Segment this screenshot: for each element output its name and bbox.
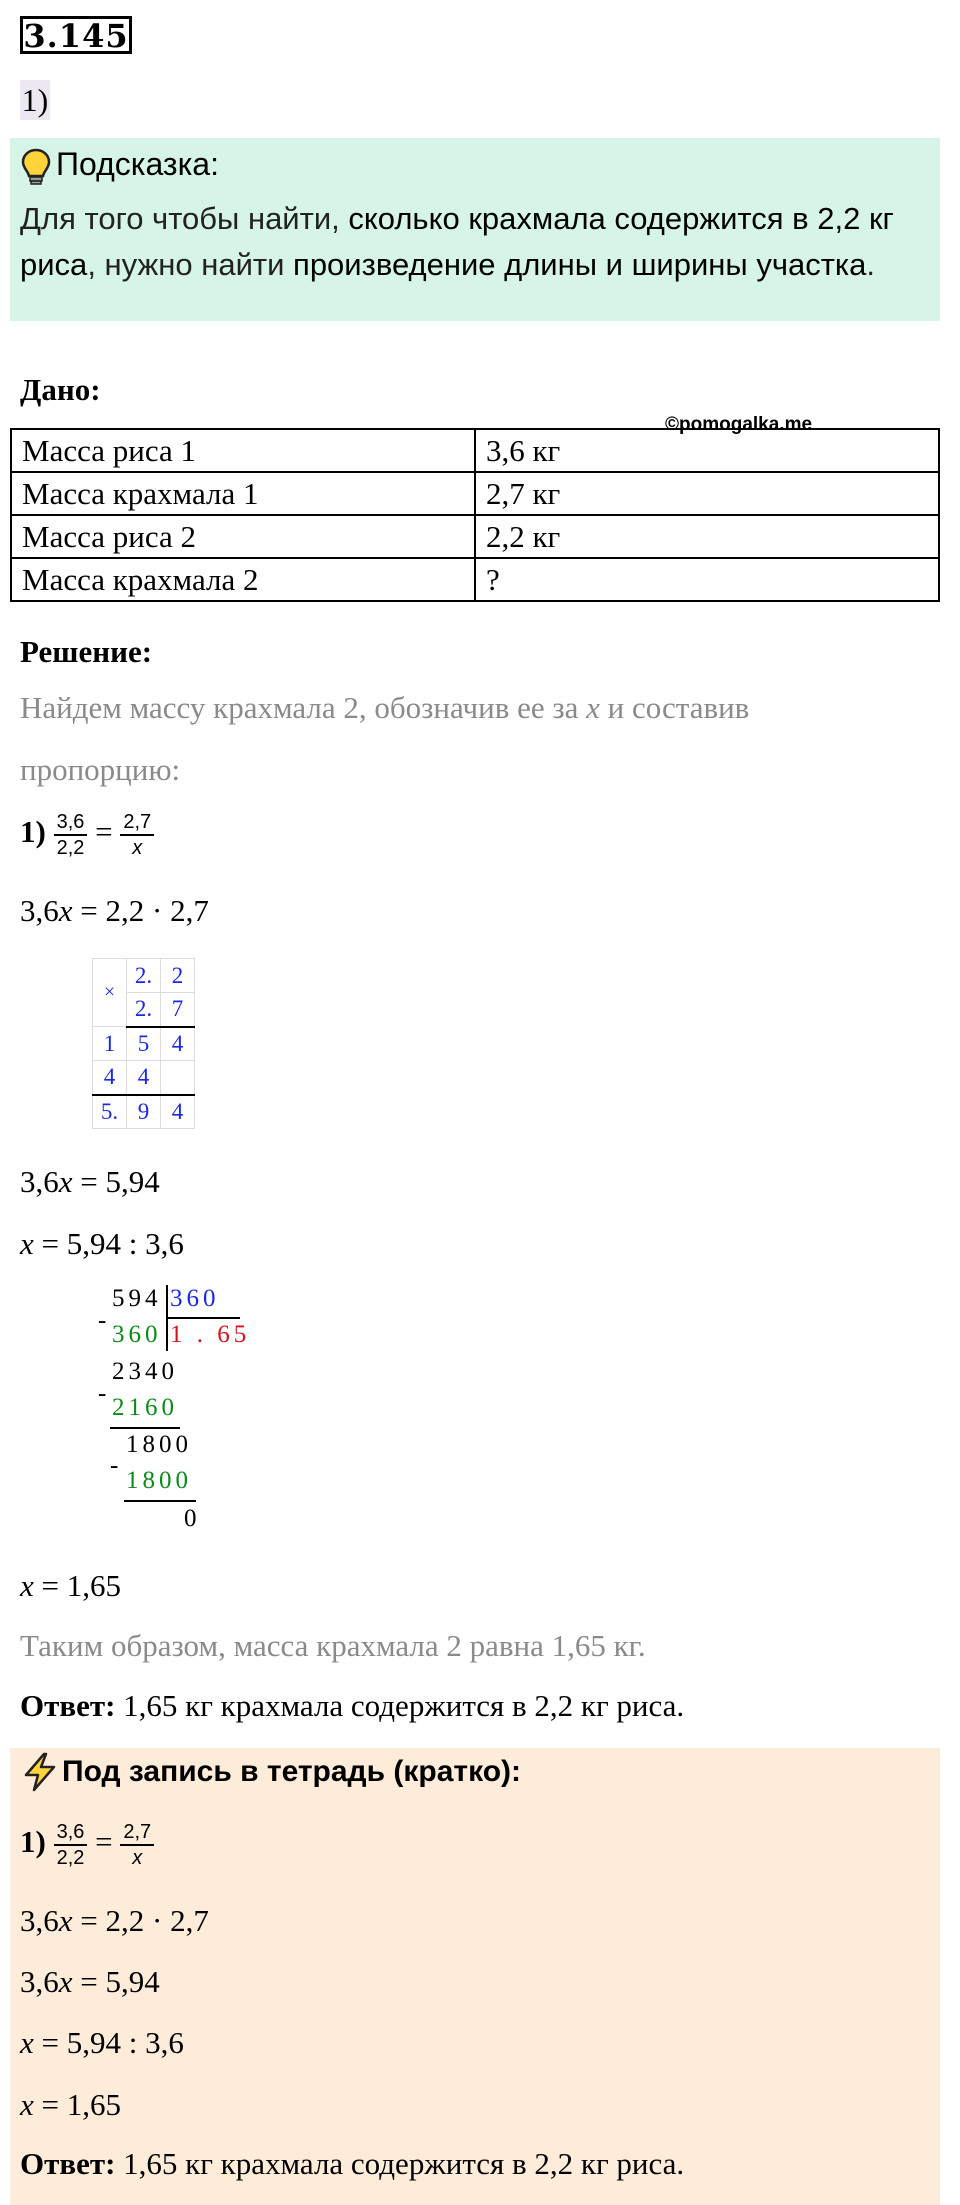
fraction-left [54, 810, 88, 860]
eq-variable: x [58, 1903, 73, 1938]
eq-part: = 2,2 · 2,7 [72, 893, 209, 928]
lightning-icon [22, 1752, 58, 1792]
equals-sign: = [95, 1824, 113, 1860]
solution-intro [20, 690, 749, 726]
division-divisor: 360 [170, 1285, 220, 1312]
mult-digit: 4 [127, 1061, 161, 1095]
eq-part: 3,6 [20, 893, 59, 928]
given-value: 2,7 кг [475, 472, 939, 515]
eq-part: = 5,94 [72, 1964, 160, 1999]
problem-number: 3.145 [20, 16, 132, 54]
solution-title: Решение: [20, 634, 153, 669]
eq-variable: x [20, 2025, 34, 2060]
mult-digit: 4 [161, 1095, 195, 1129]
hint-text [20, 196, 940, 288]
hint-text-part: . [866, 247, 876, 282]
given-table [10, 428, 940, 602]
mult-digit: 2 [161, 959, 195, 993]
step-label: 1) [20, 814, 46, 850]
given-label: Масса крахмала 1 [11, 472, 475, 515]
mult-digit: 4 [161, 1027, 195, 1061]
given-value: ? [475, 558, 939, 601]
division-subtrahend: 2160 [112, 1394, 178, 1421]
mult-digit: 2. [127, 993, 161, 1027]
eq-part: = 2,2 · 2,7 [72, 1903, 209, 1938]
fraction-numerator: 2,7 [120, 1820, 154, 1846]
fraction-denominator: 2,2 [56, 1847, 85, 1869]
watermark: ©pomogalka.me [665, 414, 813, 435]
lightbulb-icon [20, 148, 52, 186]
fraction-denominator: 2,2 [56, 837, 85, 859]
eq-part: 3,6 [20, 1164, 59, 1199]
equation-1 [20, 893, 209, 929]
fraction-right [120, 1820, 154, 1870]
eq-variable: x [20, 1568, 34, 1603]
eq-part: 3,6 [20, 1903, 59, 1938]
answer-label: Ответ: [20, 1688, 116, 1723]
answer [20, 1688, 684, 1724]
intro-text: Найдем массу крахмала 2, обозначив ее за [20, 690, 587, 725]
given-value: 3,6 кг [475, 429, 939, 472]
eq-part: 3,6 [20, 1964, 59, 1999]
multiplication-column [92, 958, 195, 1129]
mult-digit: 2. [127, 959, 161, 993]
minus-sign: - [98, 1307, 111, 1334]
given-label: Масса крахмала 2 [11, 558, 475, 601]
equals-sign: = [95, 814, 113, 850]
notebook-line-1 [20, 1903, 209, 1939]
division-quotient: 1 . 65 [170, 1321, 251, 1348]
solution-intro-2: пропорцию: [20, 752, 181, 787]
mult-digit: 1 [93, 1027, 127, 1061]
division-final-remainder: 0 [184, 1505, 201, 1532]
given-value: 2,2 кг [475, 515, 939, 558]
intro-variable: x [586, 690, 600, 725]
division-line [110, 1427, 180, 1429]
notebook-line-4 [20, 2087, 121, 2123]
equation-3 [20, 1226, 184, 1262]
notebook-title: Под запись в тетрадь (кратко): [62, 1755, 522, 1788]
notebook-line-2 [20, 1964, 160, 2000]
division-remainder: 2340 [112, 1358, 178, 1385]
fraction-left [54, 1820, 88, 1870]
eq-variable: x [58, 1164, 73, 1199]
table-row [11, 429, 939, 472]
answer-label: Ответ: [20, 2146, 116, 2181]
division-divisor-line [168, 1317, 240, 1319]
fraction-numerator: 3,6 [54, 1820, 88, 1846]
hint-emphasis: произведение длины и ширины участка [293, 247, 867, 282]
eq-variable: x [58, 893, 73, 928]
table-row [11, 515, 939, 558]
eq-part: = 5,94 [72, 1164, 160, 1199]
mult-digit [161, 1061, 195, 1095]
multiply-sign: × [93, 959, 127, 1027]
mult-digit: 5. [93, 1095, 127, 1129]
division-remainder: 1800 [126, 1431, 192, 1458]
fraction-right [120, 810, 154, 860]
answer-text: 1,65 кг крахмала содержится в 2,2 кг риса. [115, 2146, 685, 2181]
mult-digit: 9 [127, 1095, 161, 1129]
division-subtrahend: 360 [112, 1321, 162, 1348]
hint-text-part: Для того чтобы найти, [20, 201, 349, 236]
hint-title: Подсказка: [56, 146, 219, 182]
fraction-denominator: x [132, 837, 143, 859]
notebook-answer [20, 2146, 684, 2182]
eq-part: = 5,94 : 3,6 [33, 1226, 184, 1261]
given-label: Масса риса 2 [11, 515, 475, 558]
notebook-line-3 [20, 2025, 184, 2061]
step-label: 1) [20, 1824, 46, 1860]
eq-variable: x [58, 1964, 73, 1999]
hint-text-part: , нужно найти [87, 247, 294, 282]
equation-4 [20, 1568, 121, 1604]
mult-digit: 4 [93, 1061, 127, 1095]
hint-emphasis: сколько крахмала содержится в 2,2 кг риса [20, 201, 894, 282]
given-title: Дано: [20, 372, 101, 407]
proportion-line [20, 810, 154, 860]
answer-text: 1,65 кг крахмала содержится в 2,2 кг риса. [115, 1688, 685, 1723]
fraction-numerator: 3,6 [54, 810, 88, 836]
mult-digit: 7 [161, 993, 195, 1027]
eq-part: = 5,94 : 3,6 [33, 2025, 184, 2060]
division-line [124, 1500, 196, 1502]
fraction-numerator: 2,7 [120, 810, 154, 836]
sub-number: 1) [21, 82, 49, 118]
division-subtrahend: 1800 [126, 1467, 192, 1494]
given-label: Масса риса 1 [11, 429, 475, 472]
intro-text: и составив [599, 690, 750, 725]
table-row [11, 472, 939, 515]
minus-sign: - [110, 1452, 123, 1479]
eq-variable: x [20, 2087, 34, 2122]
mult-digit: 5 [127, 1027, 161, 1061]
equation-2 [20, 1164, 160, 1200]
eq-variable: x [20, 1226, 34, 1261]
notebook-proportion [20, 1820, 154, 1870]
conclusion: Таким образом, масса крахмала 2 равна 1,65 кг. [20, 1628, 646, 1663]
division-dividend: 594 [112, 1285, 162, 1312]
fraction-denominator: x [132, 1847, 143, 1869]
table-row [11, 558, 939, 601]
eq-part: = 1,65 [33, 2087, 121, 2122]
minus-sign: - [98, 1380, 111, 1407]
long-division [96, 1285, 296, 1545]
eq-part: = 1,65 [33, 1568, 121, 1603]
